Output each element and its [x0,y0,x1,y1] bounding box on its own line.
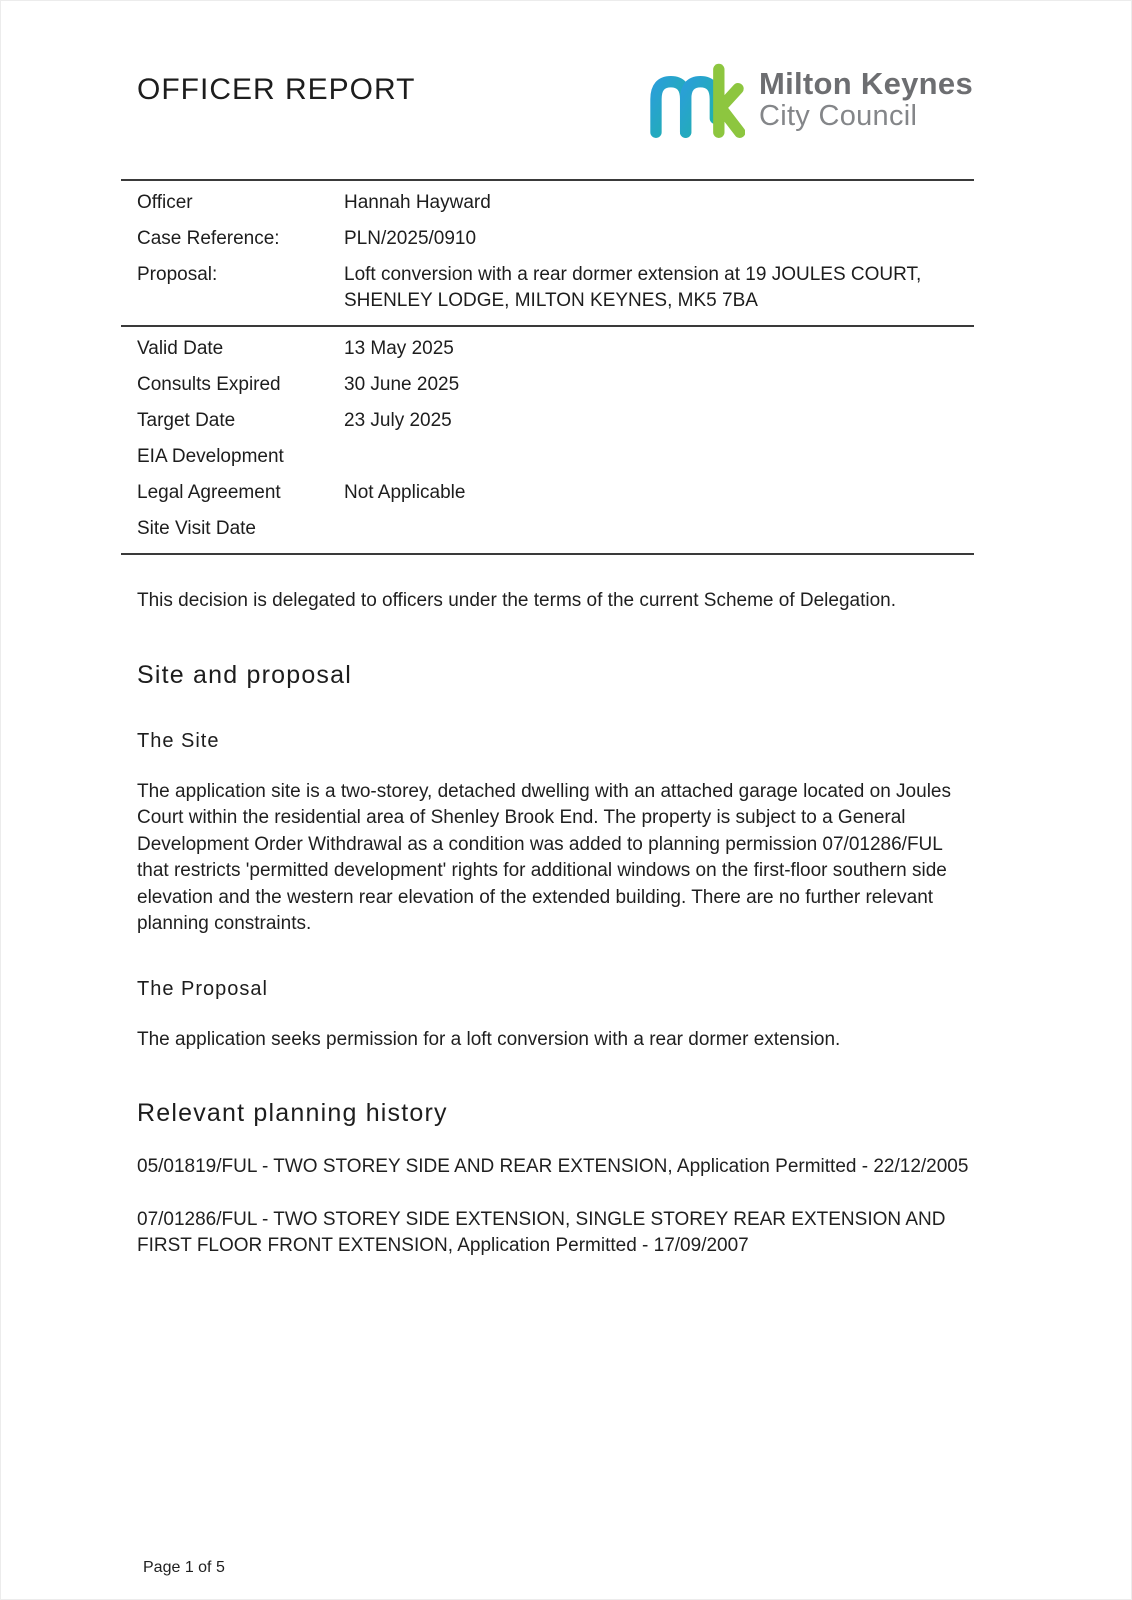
row-value: 23 July 2025 [344,410,452,431]
row-value [344,516,974,542]
section-heading-planning-history: Relevant planning history [137,1099,448,1127]
row-value: PLN/2025/0910 [344,228,477,249]
site-description: The application site is a two-storey, detached dwelling with an attached garage located on Joules Court within the residential area of Shenley Brook End. The property is subject to a General Development Order Withdrawal as a condition was added to planning permission 07/01286/FUL that restricts 'permitted development' rights for additional windows on the first-floor southern side elevation and the western rear elevation of the extended building. There are no further relevant planning constraints. [137,780,951,934]
table-row [121,403,974,439]
row-value [344,444,974,470]
history-item: 05/01819/FUL - TWO STOREY SIDE AND REAR EXTENSION, Application Permitted - 22/12/2005 [137,1156,969,1177]
row-label: Valid Date [137,338,224,359]
row-value: Not Applicable [344,482,466,503]
table-row [121,367,974,403]
table-row [121,511,974,547]
case-info-table [121,179,974,555]
council-logo-text [759,67,973,133]
table-row [121,331,974,367]
council-logo [649,59,973,141]
section-heading-site-and-proposal: Site and proposal [137,660,352,689]
table-row [121,257,974,319]
logo-subname: City Council [758,100,918,133]
subheading-the-site: The Site [137,729,220,752]
table-row [121,185,974,221]
case-info-section-1 [121,179,974,325]
report-header [1,1,1131,141]
proposal-description: The application seeks permission for a loft conversion with a rear dormer extension. [137,1028,841,1050]
row-value: Loft conversion with a rear dormer extension at 19 JOULES COURT, SHENLEY LODGE, MILTON KEYNES, MK5 7BA [344,264,922,311]
row-label: EIA Development [137,446,284,467]
row-label: Target Date [137,410,236,431]
history-item: 07/01286/FUL - TWO STOREY SIDE EXTENSION, SINGLE STOREY REAR EXTENSION AND FIRST FLOOR FRONT EXTENSION, Application Permitted - 17/09/2007 [137,1208,946,1256]
report-body [1,588,1131,1260]
mk-logo-icon [649,59,745,141]
row-label: Consults Expired [137,374,281,395]
row-label: Officer [137,192,193,213]
row-label: Legal Agreement [137,482,281,503]
logo-name: Milton Keynes [758,66,973,101]
table-row [121,439,974,475]
row-label: Site Visit Date [137,518,256,539]
table-row [121,475,974,511]
subheading-the-proposal: The Proposal [137,977,268,1000]
row-value: 30 June 2025 [344,374,460,395]
page-title: OFFICER REPORT [137,73,416,106]
row-value: Hannah Hayward [344,192,491,213]
case-info-section-2 [121,325,974,553]
page-footer: Page 1 of 5 [143,1559,225,1576]
row-value: 13 May 2025 [344,338,454,359]
table-row [121,221,974,257]
row-label: Proposal: [137,264,218,285]
row-label: Case Reference: [137,228,280,249]
delegation-statement: This decision is delegated to officers under the terms of the current Scheme of Delegation. [137,590,897,611]
